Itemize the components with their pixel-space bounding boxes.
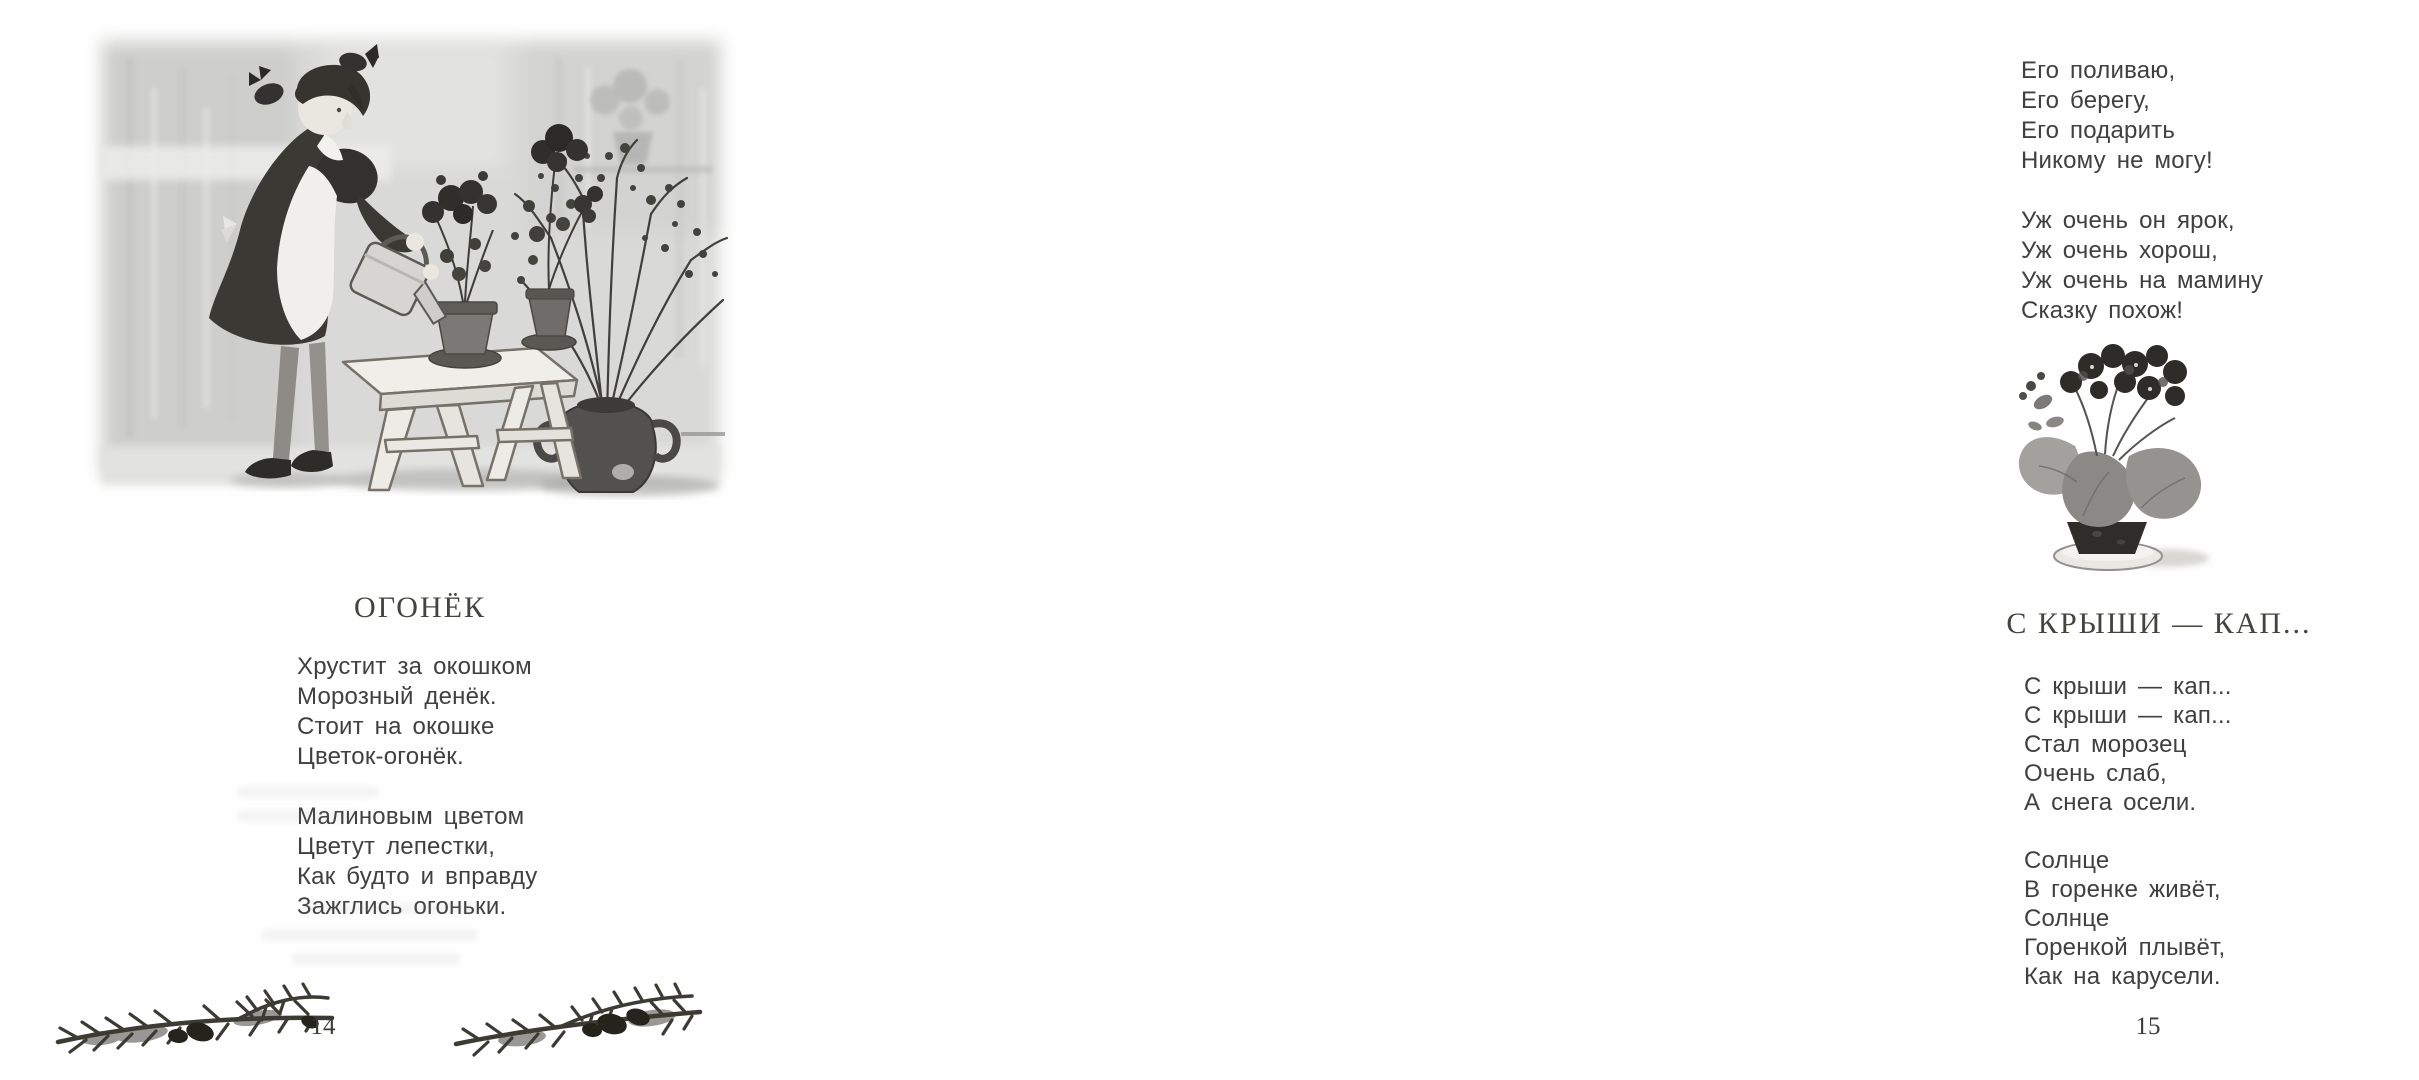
bleed-through-text [238,786,378,798]
poem-line: Сказку похож! [2021,297,2184,324]
poem-line: А снега осели. [2024,789,2197,816]
poem-line: Стоит на окошке [297,713,495,740]
right-poem-title: С КРЫШИ — КАП... [2006,607,2312,640]
poem-line: Как будто и вправду [297,863,538,890]
bleed-through-text [262,929,477,941]
poem-line: Цветок-огонёк. [297,743,464,770]
poem-line: Стал морозец [2024,731,2187,758]
left-page [0,0,861,1080]
poem-line: Его берегу, [2021,87,2150,114]
poem-line: Его подарить [2021,117,2176,144]
poem-line: Морозный денёк. [297,683,497,710]
poem-line: Малиновым цветом [297,803,525,830]
poem-line: Уж очень на мамину [2021,267,2264,294]
poem-line [2021,176,2263,206]
poem-line: Хрустит за окошком [297,653,532,680]
poem-line: Очень слаб, [2024,760,2167,787]
right-opening-poem [2021,56,2263,326]
poem-line: Горенкой плывёт, [2024,934,2226,961]
girl-watering-flowers-drawing [85,28,735,496]
poem-line: Солнце [2024,847,2110,874]
poem-line: С крыши — кап... [2024,673,2232,700]
poem-line: В горенке живёт, [2024,876,2221,903]
poem-line: Солнце [2024,905,2110,932]
girl-watering-flowers-illustration [85,28,735,496]
right-page [861,0,2312,1080]
bleed-through-text [238,810,356,822]
poem-line [2024,817,2232,846]
bleed-through-text [300,903,480,914]
poem-line: Цветут лепестки, [297,833,496,860]
right-poem [2024,672,2232,991]
bleed-through-text [292,953,460,965]
potted-violet-drawing [1979,326,2211,576]
fir-branch-right-icon [452,980,707,1062]
left-poem-title: ОГОНЁК [354,591,486,624]
poem-line: Его поливаю, [2021,57,2176,84]
poem-line: С крыши — кап... [2024,702,2232,729]
poem-line: Никому не могу! [2021,147,2213,174]
potted-violet-illustration [1979,326,2211,576]
poem-line: Уж очень он ярок, [2021,207,2235,234]
poem-line: Уж очень хорош, [2021,237,2218,264]
poem-line: Зажглись огоньки. [297,893,507,920]
right-page-number: 15 [2135,1013,2161,1040]
left-page-number: 14 [310,1013,336,1040]
poem-line: Как на карусели. [2024,963,2221,990]
